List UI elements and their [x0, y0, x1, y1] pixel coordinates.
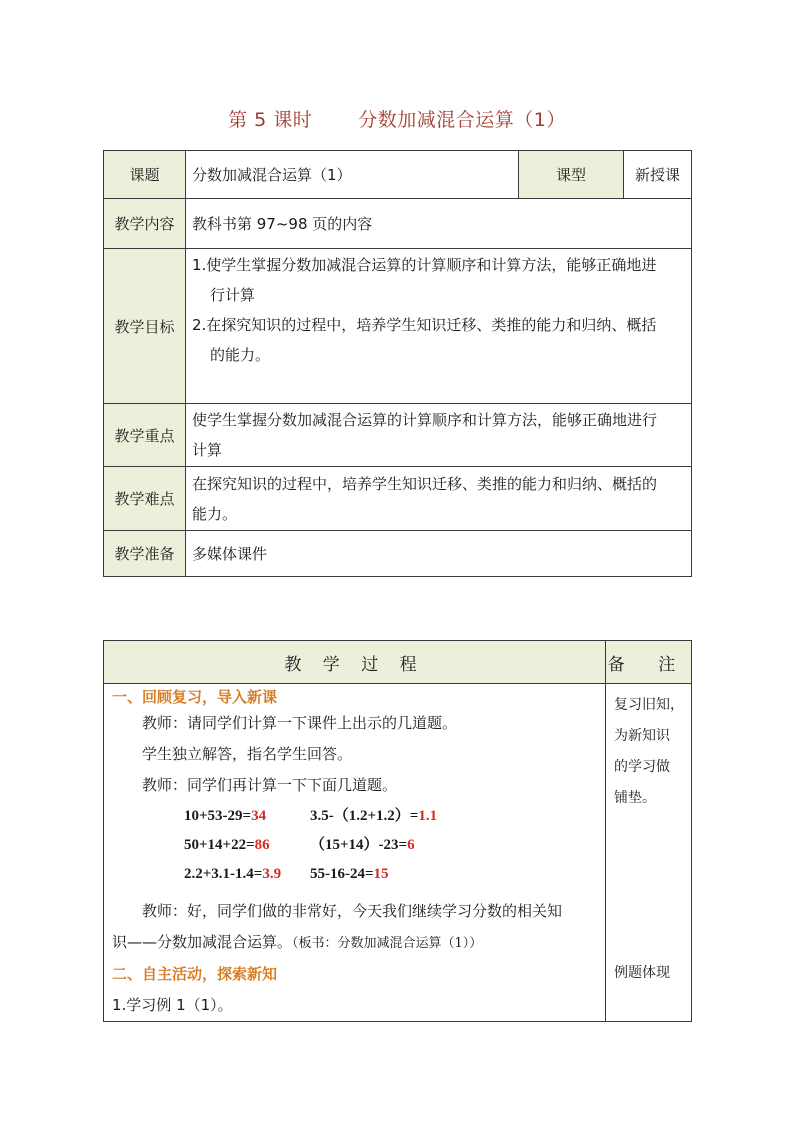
type-label: 课型: [519, 151, 624, 199]
note-example: 例题体现: [614, 965, 670, 981]
goal2-line1: 2.在探究知识的过程中，培养学生知识迁移、类推的能力和归纳、概括: [192, 316, 657, 334]
paragraph-4-line1: 教师：好，同学们做的非常好，今天我们继续学习分数的相关知: [142, 902, 563, 920]
teaching-process-table: [103, 640, 692, 1022]
calc-question: 3.5-（1.2+1.2）=: [310, 808, 419, 824]
prep-value: 多媒体课件: [186, 531, 692, 577]
board-note: （板书：分数加减混合运算（1））: [292, 936, 483, 951]
process-content: [104, 684, 606, 1022]
row-preparation: [104, 531, 692, 577]
note-line: 的学习做: [614, 759, 670, 775]
calc-answer: 3.9: [262, 866, 282, 882]
key-value: [186, 404, 692, 467]
goals-label: 教学目标: [104, 249, 186, 404]
goal2-line2: 的能力。: [210, 346, 271, 364]
row-goals: [104, 249, 692, 404]
paragraph-2: 学生独立解答，指名学生回答。: [142, 745, 353, 763]
calc-question: 10+53-29=: [184, 808, 252, 824]
difficulty-label: 教学难点: [104, 467, 186, 531]
section-explore: 二、自主活动，探索新知: [112, 965, 278, 983]
prep-label: 教学准备: [104, 531, 186, 577]
calc-row: [112, 861, 597, 888]
note-line: 铺垫。: [614, 790, 656, 806]
goal1-line1: 1.使学生掌握分数加减混合运算的计算顺序和计算方法，能够正确地进: [192, 256, 657, 274]
lesson-info-table: [103, 150, 692, 577]
calc-row: [112, 803, 597, 830]
content-value: 教科书第 97~98 页的内容: [186, 199, 692, 249]
calc-question: 55-16-24=: [310, 866, 374, 882]
calc-row: [112, 832, 597, 859]
key-line2: 计算: [192, 441, 223, 459]
topic-label: 课题: [104, 151, 186, 199]
process-body-row: [104, 684, 692, 1022]
calc-answer: 86: [254, 837, 270, 853]
lesson-number: 第 5 课时: [228, 109, 313, 131]
calc-answer: 6: [407, 837, 415, 853]
row-difficulty: [104, 467, 692, 531]
paragraph-4-line2: [112, 927, 597, 959]
row-content: [104, 199, 692, 249]
lesson-topic: 分数加减混合运算（1）: [358, 109, 566, 131]
calc-question: 2.2+3.1-1.4=: [184, 866, 263, 882]
notes-content: [606, 684, 692, 1022]
difficulty-line2: 能力。: [192, 504, 238, 523]
row-key-points: [104, 404, 692, 467]
key-line1: 使学生掌握分数加减混合运算的计算顺序和计算方法，能够正确地进行: [192, 411, 658, 429]
key-label: 教学重点: [104, 404, 186, 467]
page-title: [0, 105, 794, 132]
goals-value: [186, 249, 692, 404]
process-header-row: [104, 641, 692, 684]
calc-answer: 34: [251, 808, 267, 824]
note-line: 复习旧知，: [614, 697, 684, 713]
calc-answer: 1.1: [418, 808, 438, 824]
paragraph-5: 1.学习例 1（1）。: [112, 996, 233, 1014]
calc-question: 50+14+22=: [184, 837, 255, 853]
paragraph-1: 教师：请同学们计算一下课件上出示的几道题。: [142, 714, 458, 732]
note-line: 为新知识: [614, 728, 670, 744]
difficulty-value: [186, 467, 692, 531]
row-topic: [104, 151, 692, 199]
calculation-list: [112, 803, 597, 888]
difficulty-line1: 在探究知识的过程中，培养学生知识迁移、类推的能力和归纳、概括的: [192, 474, 658, 493]
goal1-line2: 行计算: [210, 286, 256, 304]
paragraph-4-text: 识——分数加减混合运算。: [112, 933, 293, 951]
calc-answer: 15: [373, 866, 389, 882]
section-review: 一、回顾复习，导入新课: [112, 688, 278, 706]
process-header: 教 学 过 程: [104, 641, 606, 684]
topic-value: 分数加减混合运算（1）: [186, 151, 519, 199]
content-label: 教学内容: [104, 199, 186, 249]
paragraph-3: 教师：同学们再计算一下下面几道题。: [142, 776, 398, 794]
notes-header: 备 注: [606, 641, 692, 684]
calc-question: （15+14）-23=: [310, 837, 408, 853]
type-value: 新授课: [624, 151, 692, 199]
